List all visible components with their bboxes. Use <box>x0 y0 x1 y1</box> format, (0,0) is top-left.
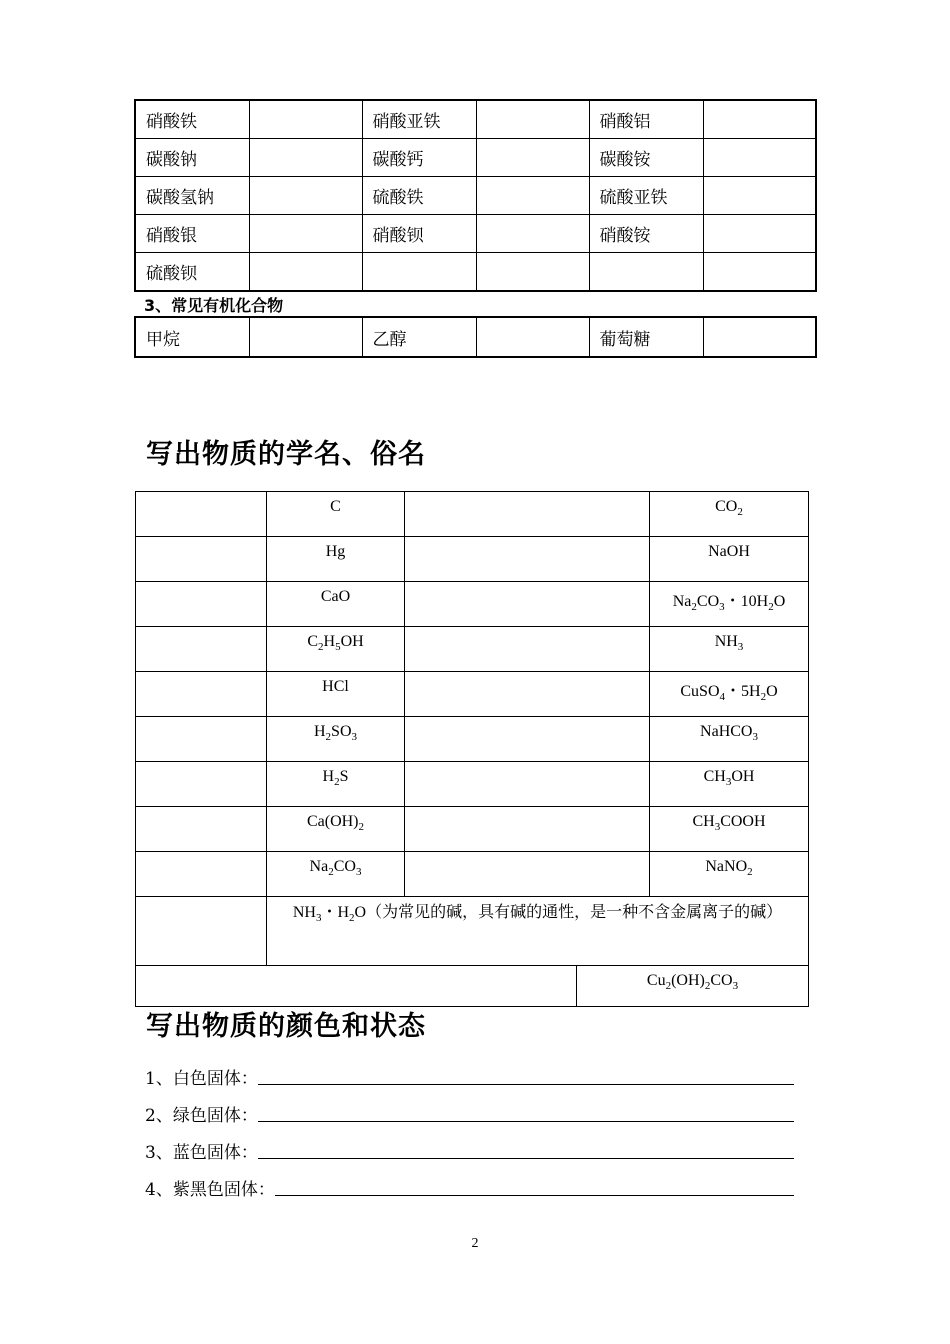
salt-name: 碳酸氢钠 <box>135 177 249 215</box>
formula: $Ca(OH)_2$ <box>267 807 405 852</box>
formula: $H_2S$ <box>267 762 405 807</box>
formula: $Na_2CO_3$・$10H_2O$ <box>650 582 809 627</box>
answer-cell[interactable] <box>405 852 650 897</box>
answer-cell[interactable] <box>405 672 650 717</box>
item-label: 3、蓝色固体： <box>145 1143 258 1163</box>
item-label: 1、白色固体： <box>145 1069 258 1089</box>
table-row <box>135 139 816 177</box>
answer-cell[interactable] <box>136 537 267 582</box>
table-row <box>136 717 809 762</box>
page-title: 写出物质的学名、俗名 <box>146 439 426 470</box>
answer-cell[interactable] <box>703 177 816 215</box>
answer-cell[interactable] <box>136 492 267 537</box>
table-row <box>136 897 809 966</box>
answer-cell[interactable] <box>136 897 267 966</box>
answer-cell[interactable] <box>136 582 267 627</box>
answer-cell[interactable] <box>136 627 267 672</box>
formula: $H_2SO_3$ <box>267 717 405 762</box>
list-item <box>145 1100 794 1126</box>
salt-name: 硫酸钡 <box>135 253 249 292</box>
table-row <box>136 672 809 717</box>
list-item <box>145 1063 794 1089</box>
answer-cell[interactable] <box>249 139 362 177</box>
answer-cell[interactable] <box>405 627 650 672</box>
answer-cell[interactable] <box>136 966 577 1007</box>
table-row <box>136 582 809 627</box>
answer-cell[interactable] <box>249 253 362 292</box>
item-label: 4、紫黑色固体： <box>145 1180 275 1200</box>
salt-name: 硝酸铝 <box>589 100 703 139</box>
formula: $C_2H_5OH$ <box>267 627 405 672</box>
answer-cell[interactable] <box>249 177 362 215</box>
names-table <box>135 491 809 1007</box>
salt-name: 碳酸钠 <box>135 139 249 177</box>
salt-name: 硫酸铁 <box>362 177 476 215</box>
formula: $CO_2$ <box>650 492 809 537</box>
formula: $Na_2CO_3$ <box>267 852 405 897</box>
compound-name: 葡萄糖 <box>589 317 703 357</box>
formula: $NH_3$ <box>650 627 809 672</box>
empty-cell <box>703 253 816 292</box>
salt-name: 硫酸亚铁 <box>589 177 703 215</box>
section-title: 写出物质的颜色和状态 <box>146 1011 426 1042</box>
answer-cell[interactable] <box>136 762 267 807</box>
salt-name: 碳酸钙 <box>362 139 476 177</box>
answer-cell[interactable] <box>405 717 650 762</box>
formula: HCl <box>267 672 405 717</box>
answer-cell[interactable] <box>476 100 589 139</box>
item-label: 2、绿色固体： <box>145 1106 258 1126</box>
list-item <box>145 1174 794 1200</box>
empty-cell <box>476 253 589 292</box>
answer-cell[interactable] <box>249 317 362 357</box>
answer-cell[interactable] <box>136 852 267 897</box>
answer-cell[interactable] <box>476 317 589 357</box>
organic-table <box>134 316 817 358</box>
salts-table <box>134 99 817 292</box>
table-row <box>136 627 809 672</box>
answer-cell[interactable] <box>405 807 650 852</box>
salt-name: 硝酸钡 <box>362 215 476 253</box>
answer-cell[interactable] <box>136 807 267 852</box>
formula: NaOH <box>650 537 809 582</box>
table-row <box>135 317 816 357</box>
answer-cell[interactable] <box>476 177 589 215</box>
salt-name: 硝酸铁 <box>135 100 249 139</box>
table-row <box>136 492 809 537</box>
answer-line[interactable] <box>275 1194 794 1196</box>
table-row <box>136 852 809 897</box>
table-row <box>135 253 816 292</box>
formula: $CH_3COOH$ <box>650 807 809 852</box>
answer-cell[interactable] <box>703 139 816 177</box>
answer-line[interactable] <box>258 1083 794 1085</box>
salt-name: 碳酸铵 <box>589 139 703 177</box>
compound-name: 甲烷 <box>135 317 249 357</box>
empty-cell <box>362 253 476 292</box>
answer-cell[interactable] <box>136 672 267 717</box>
table-row <box>135 215 816 253</box>
salt-name: 硝酸亚铁 <box>362 100 476 139</box>
formula: NaNO$_2$ <box>650 852 809 897</box>
table-row <box>136 807 809 852</box>
list-item <box>145 1137 794 1163</box>
section-heading: 3、常见有机化合物 <box>144 296 284 315</box>
answer-cell[interactable] <box>476 215 589 253</box>
table-row <box>136 537 809 582</box>
table-row <box>136 762 809 807</box>
table-row <box>136 966 809 1007</box>
formula: CaO <box>267 582 405 627</box>
answer-cell[interactable] <box>703 215 816 253</box>
answer-cell[interactable] <box>136 717 267 762</box>
compound-name: 乙醇 <box>362 317 476 357</box>
empty-cell <box>589 253 703 292</box>
formula: C <box>267 492 405 537</box>
formula: $CH_3OH$ <box>650 762 809 807</box>
answer-cell[interactable] <box>249 100 362 139</box>
formula: $Cu_2(OH)_2CO_3$ <box>577 966 809 1007</box>
answer-cell[interactable] <box>703 100 816 139</box>
page-number: 2 <box>471 1236 479 1251</box>
table-row <box>135 100 816 139</box>
answer-line[interactable] <box>258 1157 794 1159</box>
answer-cell[interactable] <box>405 582 650 627</box>
formula: NaHCO$_3$ <box>650 717 809 762</box>
answer-cell[interactable] <box>405 492 650 537</box>
answer-cell[interactable] <box>405 762 650 807</box>
formula: Hg <box>267 537 405 582</box>
ammonia-note: $NH_3$・$H_2O$（为常见的碱，具有碱的通性，是一种不含金属离子的碱） <box>267 897 809 966</box>
salt-name: 硝酸铵 <box>589 215 703 253</box>
answer-cell[interactable] <box>405 537 650 582</box>
salt-name: 硝酸银 <box>135 215 249 253</box>
answer-cell[interactable] <box>249 215 362 253</box>
answer-cell[interactable] <box>703 317 816 357</box>
table-row <box>135 177 816 215</box>
formula: CuSO$_4$・$5H_2O$ <box>650 672 809 717</box>
answer-line[interactable] <box>258 1120 794 1122</box>
answer-cell[interactable] <box>476 139 589 177</box>
